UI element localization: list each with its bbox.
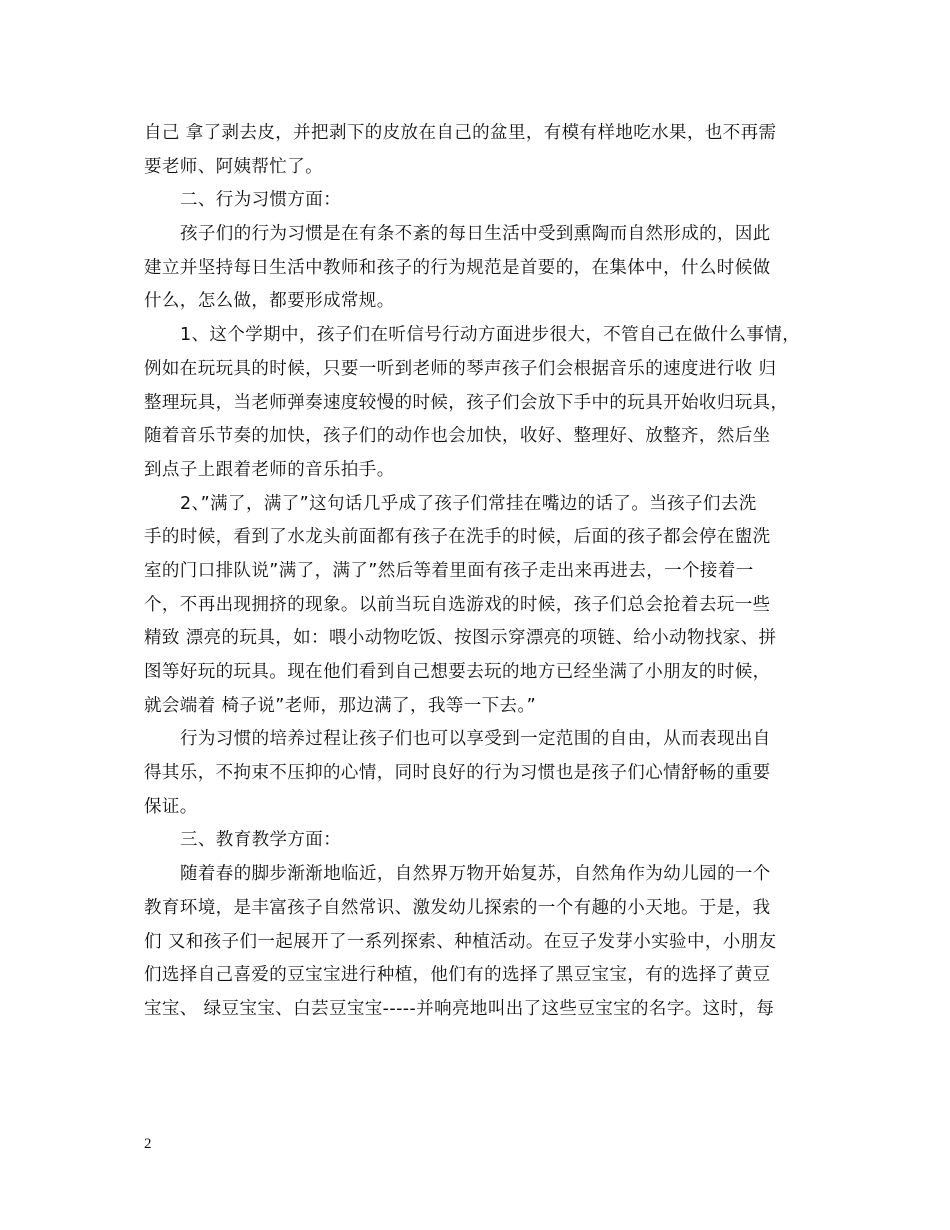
page-number: 2 [144,1136,152,1152]
text-line: 图等好玩的玩具。现在他们看到自己想要去玩的地方已经坐满了小朋友的时候， [144,662,771,682]
text-line: 精致 漂亮的玩具，如：喂小动物吃饭、按图示穿漂亮的项链、给小动物找家、拼 [144,628,777,649]
text-line: 随着春的脚步渐渐地临近，自然界万物开始复苏，自然角作为幼儿园的一个 [180,864,771,885]
text-line: 到点子上跟着老师的音乐拍手。 [144,459,395,480]
text-line: 建立并坚持每日生活中教师和孩子的行为规范是首要的，在集体中，什么时候做 [144,257,771,278]
text-line: 室的门口排队说”满了，满了”然后等着里面有孩子走出来再进去，一个接着一 [144,560,754,581]
document-body [144,117,824,1027]
text-line: 整理玩具，当老师弹奏速度较慢的时候，孩子们会放下手中的玩具开始收归玩具， [144,392,789,413]
text-line: 什么，怎么做，都要形成常规。 [144,291,395,312]
text-line: 们选择自己喜爱的豆宝宝进行种植，他们有的选择了黑豆宝宝，有的选择了黄豆 [144,965,771,986]
text-line: 1、这个学期中，孩子们在听信号行动方面进步很大，不管自己在做什么事情， [180,325,801,346]
text-line: 孩子们的行为习惯是在有条不紊的每日生活中受到熏陶而自然形成的，因此 [180,224,771,245]
text-line: 三、教育教学方面： [180,830,342,851]
text-line: 们 又和孩子们一起展开了一系列探索、种植活动。在豆子发芽小实验中，小朋友 [144,931,777,952]
text-line: 手的时候，看到了水龙头前面都有孩子在洗手的时候，后面的孩子都会停在盥洗 [144,527,771,548]
text-line: 2、”满了，满了”这句话几乎成了孩子们常挂在嘴边的话了。当孩子们去洗 [180,493,757,514]
text-line: 二、行为习惯方面： [180,190,342,211]
text-line: 教育环境，是丰富孩子自然常识、激发幼儿探索的一个有趣的小天地。于是，我 [144,897,771,918]
text-line: 行为习惯的培养过程让孩子们也可以享受到一定范围的自由，从而表现出自 [180,729,771,750]
text-line: 宝宝、 绿豆宝宝、白芸豆宝宝-----并响亮地叫出了这些豆宝宝的名字。这时，每 [144,998,775,1019]
text-line: 要老师、阿姨帮忙了。 [144,156,323,177]
text-line: 例如在玩玩具的时候，只要一听到老师的琴声孩子们会根据音乐的速度进行收 归 [144,358,777,379]
text-line: 就会端着 椅子说”老师，那边满了，我等一下去。” [144,695,537,716]
text-line: 得其乐，不拘束不压抑的心情，同时良好的行为习惯也是孩子们心情舒畅的重要 [144,763,771,784]
text-line: 自己 拿了剥去皮，并把剥下的皮放在自己的盆里，有模有样地吃水果，也不再需 [144,123,777,143]
text-line: 保证。 [144,796,198,817]
text-line: 随着音乐节奏的加快，孩子们的动作也会加快，收好、整理好、放整齐，然后坐 [144,426,771,447]
text-line: 个，不再出现拥挤的现象。以前当玩自选游戏的时候，孩子们总会抢着去玩一些 [144,594,771,615]
